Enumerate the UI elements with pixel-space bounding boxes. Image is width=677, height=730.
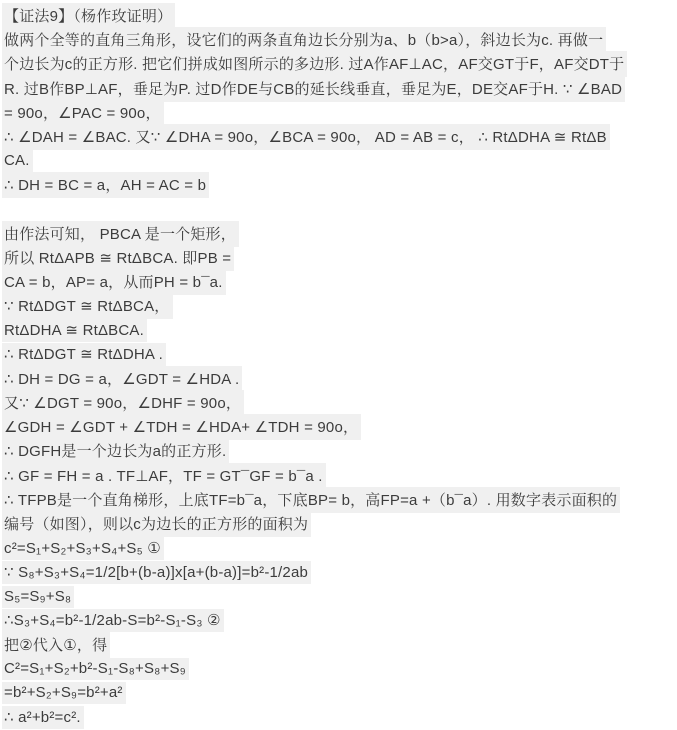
proof-title: 【证法9】（杨作玫证明） (2, 3, 175, 29)
proof-line (2, 488, 671, 512)
proof-line (2, 367, 671, 391)
line-text: S₅=S₉+S₈ (2, 586, 74, 608)
line-text: ∵ S₈+S₃+S₄=1/2[b+(b-a)]x[a+(b-a)]=b²-1/2ab (2, 561, 311, 584)
proof-line (2, 173, 671, 197)
line-text: ∴ TFPB是一个直角梯形，上底TF=b¯a，下底BP= b，高FP=a +（b¯a）. 用数字表示面积的 (2, 487, 620, 513)
line-text: 编号（如图），则以c为边长的正方形的面积为 (2, 511, 311, 537)
proof-line (2, 125, 671, 149)
line-text: ∴ DH = BC = a，AH = AC = b (2, 172, 209, 198)
proof-line (2, 512, 671, 536)
proof-line (2, 101, 671, 125)
line-text: =b²+S₂+S₉=b²+a² (2, 682, 126, 704)
proof-line (2, 270, 671, 294)
line-text: 把②代入①，得 (2, 632, 110, 658)
proof-line (2, 318, 671, 342)
proof-line (2, 560, 671, 584)
line-text: R. 过B作BP⊥AF，垂足为P. 过D作DE与CB的延长线垂直，垂足为E，DE交AF于H. ∵ ∠BAD (2, 76, 625, 102)
proof-line (2, 681, 671, 705)
proof-line (2, 657, 671, 681)
proof-line (2, 536, 671, 560)
proof-title-line (2, 4, 671, 28)
line-text: 个边长为c的正方形. 把它们拼成如图所示的多边形. 过A作AF⊥AC，AF交GT于F，AF交DT于 (2, 51, 627, 77)
proof-line (2, 28, 671, 52)
line-text: C²=S₁+S₂+b²-S₁-S₈+S₈+S₉ (2, 658, 189, 680)
proof-line (2, 391, 671, 415)
line-text: ∠GDH = ∠GDT + ∠TDH = ∠HDA+ ∠TDH = 90o， (2, 414, 361, 440)
line-text: ∴ ∠DAH = ∠BAC. 又∵ ∠DHA = 90o，∠BCA = 90o， AD = AB = c， ∴ RtΔDHA ≅ RtΔB (2, 124, 610, 150)
line-text: ∴ DGFH是一个边长为a的正方形. (2, 438, 229, 464)
line-text: = 90o，∠PAC = 90o， (2, 100, 164, 126)
line-text: ∴ RtΔDGT ≅ RtΔDHA . (2, 343, 166, 366)
proof-line (2, 585, 671, 609)
line-text: ∴ a²+b²=c². (2, 706, 84, 729)
proof-line (2, 609, 671, 633)
proof-line (2, 77, 671, 101)
proof-line (2, 415, 671, 439)
line-text: CA. (2, 150, 33, 172)
proof-line (2, 439, 671, 463)
line-text: 做两个全等的直角三角形，设它们的两条直角边长分别为a、b（b>a），斜边长为c. 再做一 (2, 27, 606, 53)
proof-line (2, 294, 671, 318)
line-text: 由作法可知， PBCA 是一个矩形， (2, 221, 239, 247)
line-text: CA = b，AP= a，从而PH = b¯a. (2, 269, 226, 295)
line-text: ∴S₃+S₄=b²-1/2ab-S=b²-S₁-S₃ ② (2, 609, 224, 632)
blank-line (2, 198, 671, 222)
line-text: ∴ DH = DG = a，∠GDT = ∠HDA . (2, 366, 242, 392)
proof-line (2, 52, 671, 76)
proof-line (2, 149, 671, 173)
line-text: 又∵ ∠DGT = 90o，∠DHF = 90o， (2, 390, 244, 416)
line-text: RtΔDHA ≅ RtΔBCA. (2, 319, 147, 342)
proof-line (2, 464, 671, 488)
proof-line (2, 222, 671, 246)
proof-line (2, 633, 671, 657)
proof-line (2, 705, 671, 729)
proof-line (2, 343, 671, 367)
line-text: ∵ RtΔDGT ≅ RtΔBCA， (2, 293, 173, 319)
proof-line (2, 246, 671, 270)
line-text: ∴ GF = FH = a . TF⊥AF，TF = GT¯GF = b¯a . (2, 463, 326, 489)
line-text: c²=S₁+S₂+S₃+S₄+S₅ ① (2, 537, 164, 560)
line-text: 所以 RtΔAPB ≅ RtΔBCA. 即PB = (2, 245, 234, 271)
